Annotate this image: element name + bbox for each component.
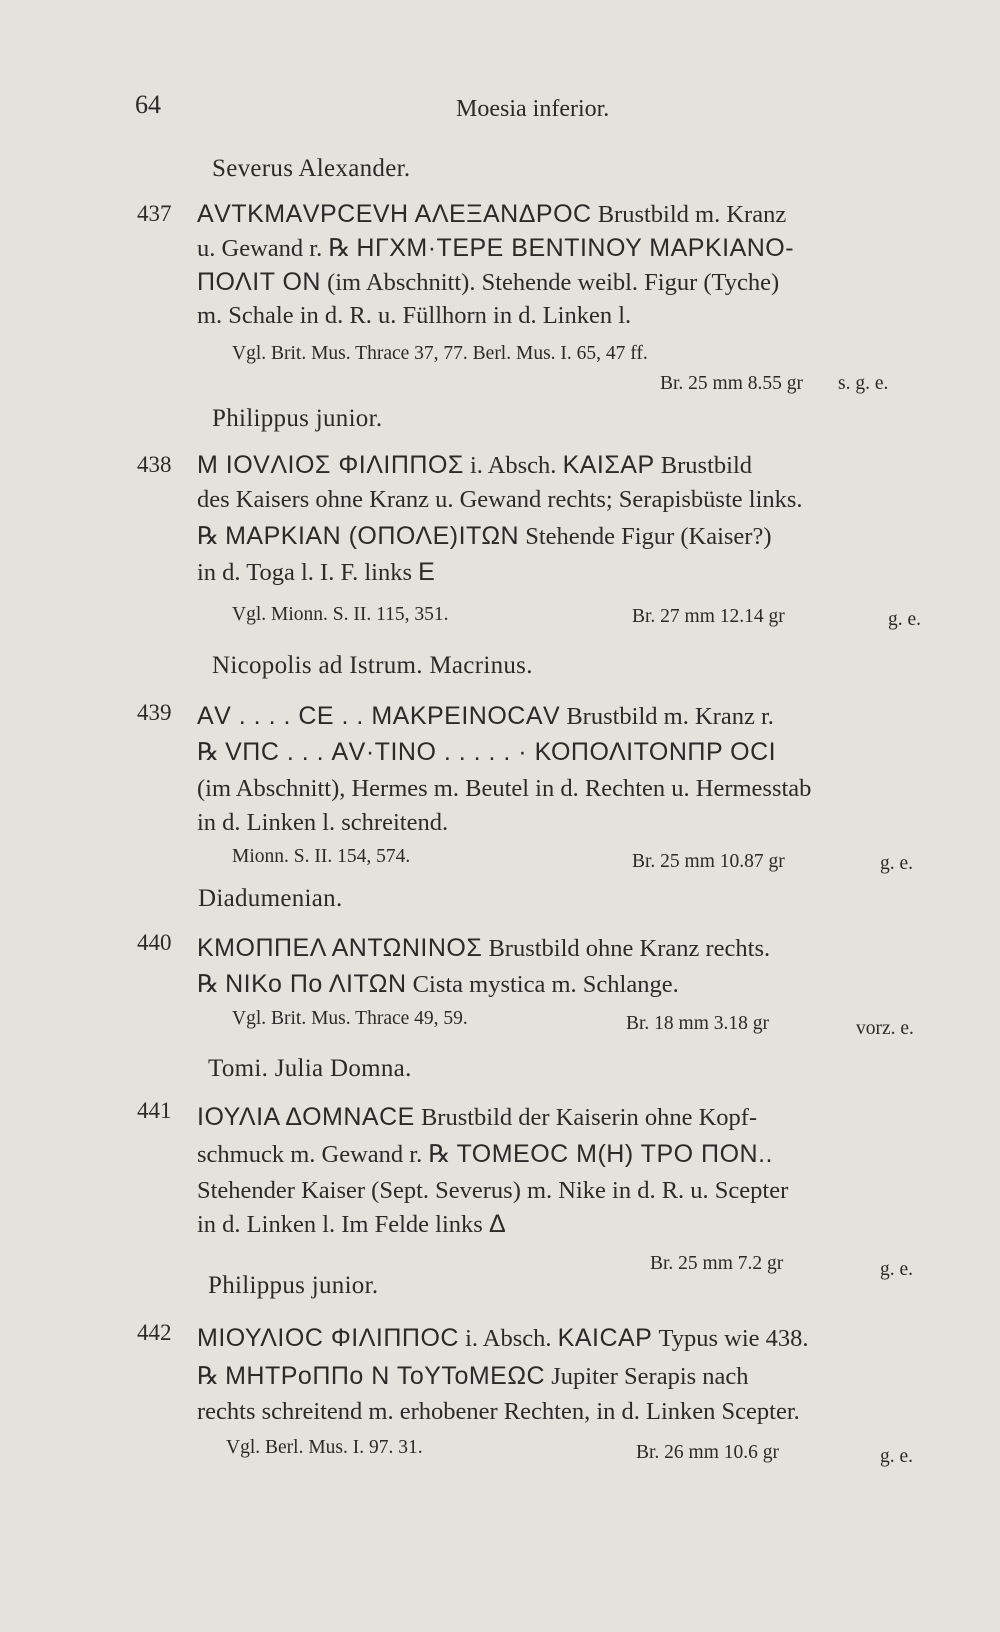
coin-grade: s. g. e.	[838, 373, 889, 394]
greek-legend: ΚΑΙCΑΡ	[557, 1324, 653, 1352]
greek-legend: VΠC . . . ΑV·ΤΙΝΟ . . . . . · ΚΟΠΟΛΙΤΟΝΠΡ ΟCΙ	[225, 738, 777, 766]
reference: Vgl. Berl. Mus. I. 97. 31.	[226, 1437, 423, 1458]
section-heading: Diadumenian.	[198, 885, 343, 912]
greek-legend: Μ ΙΟVΛΙΟΣ ΦΙΛΙΠΠΟΣ	[197, 451, 464, 479]
entry-line	[197, 200, 930, 229]
running-title: Moesia inferior.	[456, 96, 610, 122]
entry-number: 437	[137, 201, 172, 226]
description-text: i. Absch.	[463, 452, 563, 479]
description-text: ℞	[197, 971, 226, 998]
description-text: Typus wie 438.	[652, 1325, 809, 1352]
section-heading: Philippus junior.	[212, 405, 383, 432]
entry-line	[197, 1362, 930, 1391]
greek-legend: ΚΑΙΣΑΡ	[562, 451, 655, 479]
coin-size-weight: Br. 26 mm 10.6 gr	[636, 1442, 780, 1463]
description-text: i. Absch.	[458, 1325, 558, 1352]
coin-size-weight: Br. 27 mm 12.14 gr	[632, 606, 785, 627]
coin-grade: vorz. e.	[856, 1018, 914, 1039]
description-text: Jupiter Serapis nach	[545, 1363, 749, 1390]
description-text: Brustbild m. Kranz	[591, 201, 787, 228]
description-text: Brustbild	[654, 452, 753, 479]
coin-grade: g. e.	[880, 1259, 914, 1280]
description-text: u. Gewand r. ℞	[197, 235, 357, 262]
description-text: Brustbild ohne Kranz rechts.	[482, 935, 771, 962]
entry-line	[197, 702, 930, 731]
entry-line: des Kaisers ohne Kranz u. Gewand rechts; Serapisbüste links.	[197, 486, 803, 513]
coin-size-weight: Br. 25 mm 10.87 gr	[632, 851, 785, 872]
entry-line	[197, 234, 930, 263]
description-text: ℞	[197, 739, 226, 766]
reference: Vgl. Mionn. S. II. 115, 351.	[232, 604, 449, 625]
entry-line	[197, 1324, 930, 1353]
coin-grade: g. e.	[880, 1446, 914, 1467]
page-number: 64	[135, 90, 161, 119]
description-text: in d. Toga l. I. F. links	[197, 559, 419, 586]
coin-grade: g. e.	[888, 609, 922, 630]
greek-legend: ΑVΤΚΜΑVΡCΕVΗ ΑΛΕΞΑΝΔΡΟC	[197, 200, 592, 228]
description-text: Brustbild der Kaiserin ohne Kopf-	[414, 1104, 758, 1131]
description-text: (im Abschnitt). Stehende weibl. Figur (Tyche)	[320, 269, 780, 296]
greek-legend: ΗΓΧΜ·ΤΕΡΕ ΒΕΝΤΙΝΟΥ ΜΑΡΚΙΑΝΟ-	[356, 234, 795, 262]
greek-legend: Ε	[418, 558, 436, 586]
description-text: Stehende Figur (Kaiser?)	[519, 523, 772, 550]
greek-legend: ΜΑΡΚΙΑΝ (ΟΠΟΛΕ)ΙΤΩΝ	[225, 522, 520, 550]
greek-legend: ΜΗΤΡοΠΠο Ν ΤοΥΤοΜΕΩC	[225, 1362, 546, 1390]
description-text: ℞	[197, 523, 226, 550]
entry-line	[197, 522, 930, 551]
entry-line	[197, 268, 930, 297]
entry-line	[197, 1140, 930, 1169]
greek-legend: ΚΜΟΠΠΕΛ ΑΝΤΩΝΙΝΟΣ	[197, 934, 483, 962]
entry-line	[197, 1210, 930, 1239]
section-heading: Severus Alexander.	[212, 155, 411, 182]
entry-line: rechts schreitend m. erhobener Rechten, in d. Linken Scepter.	[197, 1398, 800, 1425]
coin-grade: g. e.	[880, 853, 914, 874]
greek-legend: ΑV . . . . CΕ . . ΜΑΚΡΕΙΝΟCΑV	[197, 702, 561, 730]
description-text: in d. Linken l. Im Felde links	[197, 1211, 489, 1238]
description-text: ℞	[197, 1363, 226, 1390]
description-text: Brustbild m. Kranz r.	[560, 703, 774, 730]
section-heading: Nicopolis ad Istrum. Macrinus.	[212, 652, 533, 679]
entry-number: 438	[137, 452, 172, 477]
greek-legend: ΜΙΟΥΛΙΟC ΦΙΛΙΠΠΟC	[197, 1324, 459, 1352]
entry-number: 441	[137, 1098, 172, 1123]
description-text: schmuck m. Gewand r. ℞	[197, 1141, 457, 1168]
entry-line: m. Schale in d. R. u. Füllhorn in d. Linken l.	[197, 302, 632, 329]
greek-legend: ΠΟΛΙΤ ΟΝ	[197, 268, 321, 296]
section-heading: Tomi. Julia Domna.	[208, 1055, 412, 1082]
entry-number: 440	[137, 930, 172, 955]
entry-line	[197, 738, 930, 767]
reference: Vgl. Brit. Mus. Thrace 49, 59.	[232, 1008, 468, 1029]
coin-size-weight: Br. 25 mm 8.55 gr	[660, 373, 804, 394]
greek-legend: ΤΟΜΕΟC Μ(Η) ΤΡΟ ΠΟΝ..	[456, 1140, 773, 1168]
entry-line: Stehender Kaiser (Sept. Severus) m. Nike in d. R. u. Scepter	[197, 1177, 789, 1204]
description-text: Cista mystica m. Schlange.	[406, 971, 679, 998]
reference: Mionn. S. II. 154, 574.	[232, 846, 411, 867]
entry-line	[197, 1103, 930, 1132]
greek-legend: ΝΙΚο Πο ΛΙΤΩΝ	[225, 970, 407, 998]
entry-line: (im Abschnitt), Hermes m. Beutel in d. Rechten u. Hermesstab	[197, 775, 812, 802]
coin-size-weight: Br. 18 mm 3.18 gr	[626, 1013, 770, 1034]
section-heading: Philippus junior.	[208, 1272, 379, 1299]
entry-line	[197, 970, 930, 999]
entry-number: 439	[137, 700, 172, 725]
entry-line	[197, 558, 930, 587]
entry-line: in d. Linken l. schreitend.	[197, 809, 449, 836]
greek-legend: ΙΟΥΛΙΑ ΔΟΜΝΑCΕ	[197, 1103, 415, 1131]
entry-line	[197, 451, 930, 480]
reference: Vgl. Brit. Mus. Thrace 37, 77. Berl. Mus. I. 65, 47 ff.	[232, 343, 648, 364]
greek-legend: Δ	[488, 1210, 507, 1238]
coin-size-weight: Br. 25 mm 7.2 gr	[650, 1253, 784, 1274]
entry-number: 442	[137, 1320, 172, 1345]
entry-line	[197, 934, 930, 963]
